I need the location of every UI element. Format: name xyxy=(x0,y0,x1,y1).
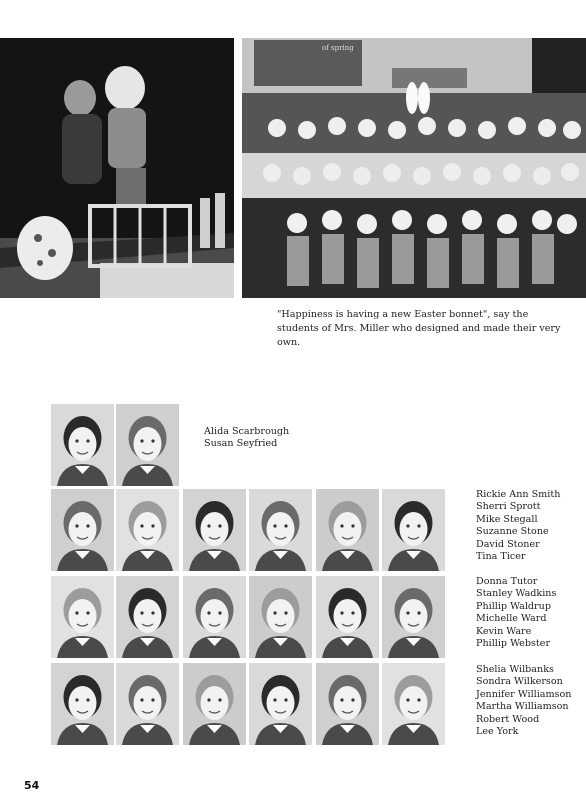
name-list-row-2 xyxy=(476,489,560,563)
student-name: Stanley Wadkins xyxy=(476,588,557,600)
classroom-sign: of spring xyxy=(322,44,354,52)
photo-caption: "Happiness is having a new Easter bonnet", say the students of Mrs. Miller who designed and made their very own. xyxy=(277,309,561,348)
student-portrait xyxy=(51,489,114,571)
student-name: Martha Williamson xyxy=(476,701,569,713)
student-name: Rickie Ann Smith xyxy=(476,489,561,500)
student-portrait xyxy=(116,576,179,658)
student-portrait xyxy=(116,404,179,486)
student-portrait xyxy=(382,663,445,745)
student-name: Donna Tutor xyxy=(476,576,538,587)
student-portrait xyxy=(116,663,179,745)
student-portrait xyxy=(183,576,246,658)
student-portrait xyxy=(382,489,445,571)
student-portrait xyxy=(249,663,312,745)
easter-bonnet-class-photo xyxy=(242,38,586,298)
student-portrait xyxy=(183,489,246,571)
name-list-row-1 xyxy=(204,426,289,451)
student-portrait xyxy=(316,663,379,745)
student-name: Susan Seyfried xyxy=(204,438,278,450)
student-name: Mike Stegall xyxy=(476,513,538,525)
name-list-row-3 xyxy=(476,576,556,650)
student-portrait xyxy=(382,576,445,658)
student-portrait xyxy=(249,576,312,658)
student-name: Tina Ticer xyxy=(476,551,526,563)
student-name: Phillip Webster xyxy=(476,638,551,650)
student-name: Sondra Wilkerson xyxy=(476,676,563,688)
student-portrait xyxy=(116,489,179,571)
student-portrait xyxy=(316,576,379,658)
puppet-show-photo xyxy=(0,38,234,298)
student-name: Sherri Sprott xyxy=(476,501,541,513)
student-portrait xyxy=(316,489,379,571)
student-name: Suzanne Stone xyxy=(476,526,549,538)
student-name: Robert Wood xyxy=(476,713,540,725)
page-number: 54 xyxy=(24,779,40,792)
student-portrait xyxy=(51,576,114,658)
student-portrait xyxy=(51,404,114,486)
student-name: Shelia Wilbanks xyxy=(476,664,554,675)
student-name: Alida Scarbrough xyxy=(204,426,290,437)
student-name: Lee York xyxy=(476,726,519,738)
name-list-row-4 xyxy=(476,664,571,738)
student-name: Kevin Ware xyxy=(476,625,532,637)
student-portrait xyxy=(183,663,246,745)
student-name: Phillip Waldrup xyxy=(476,600,551,612)
student-name: David Stoner xyxy=(476,538,540,550)
student-name: Michelle Ward xyxy=(476,613,547,625)
student-portrait xyxy=(51,663,114,745)
student-portrait xyxy=(249,489,312,571)
student-name: Jennifer Williamson xyxy=(476,688,572,700)
